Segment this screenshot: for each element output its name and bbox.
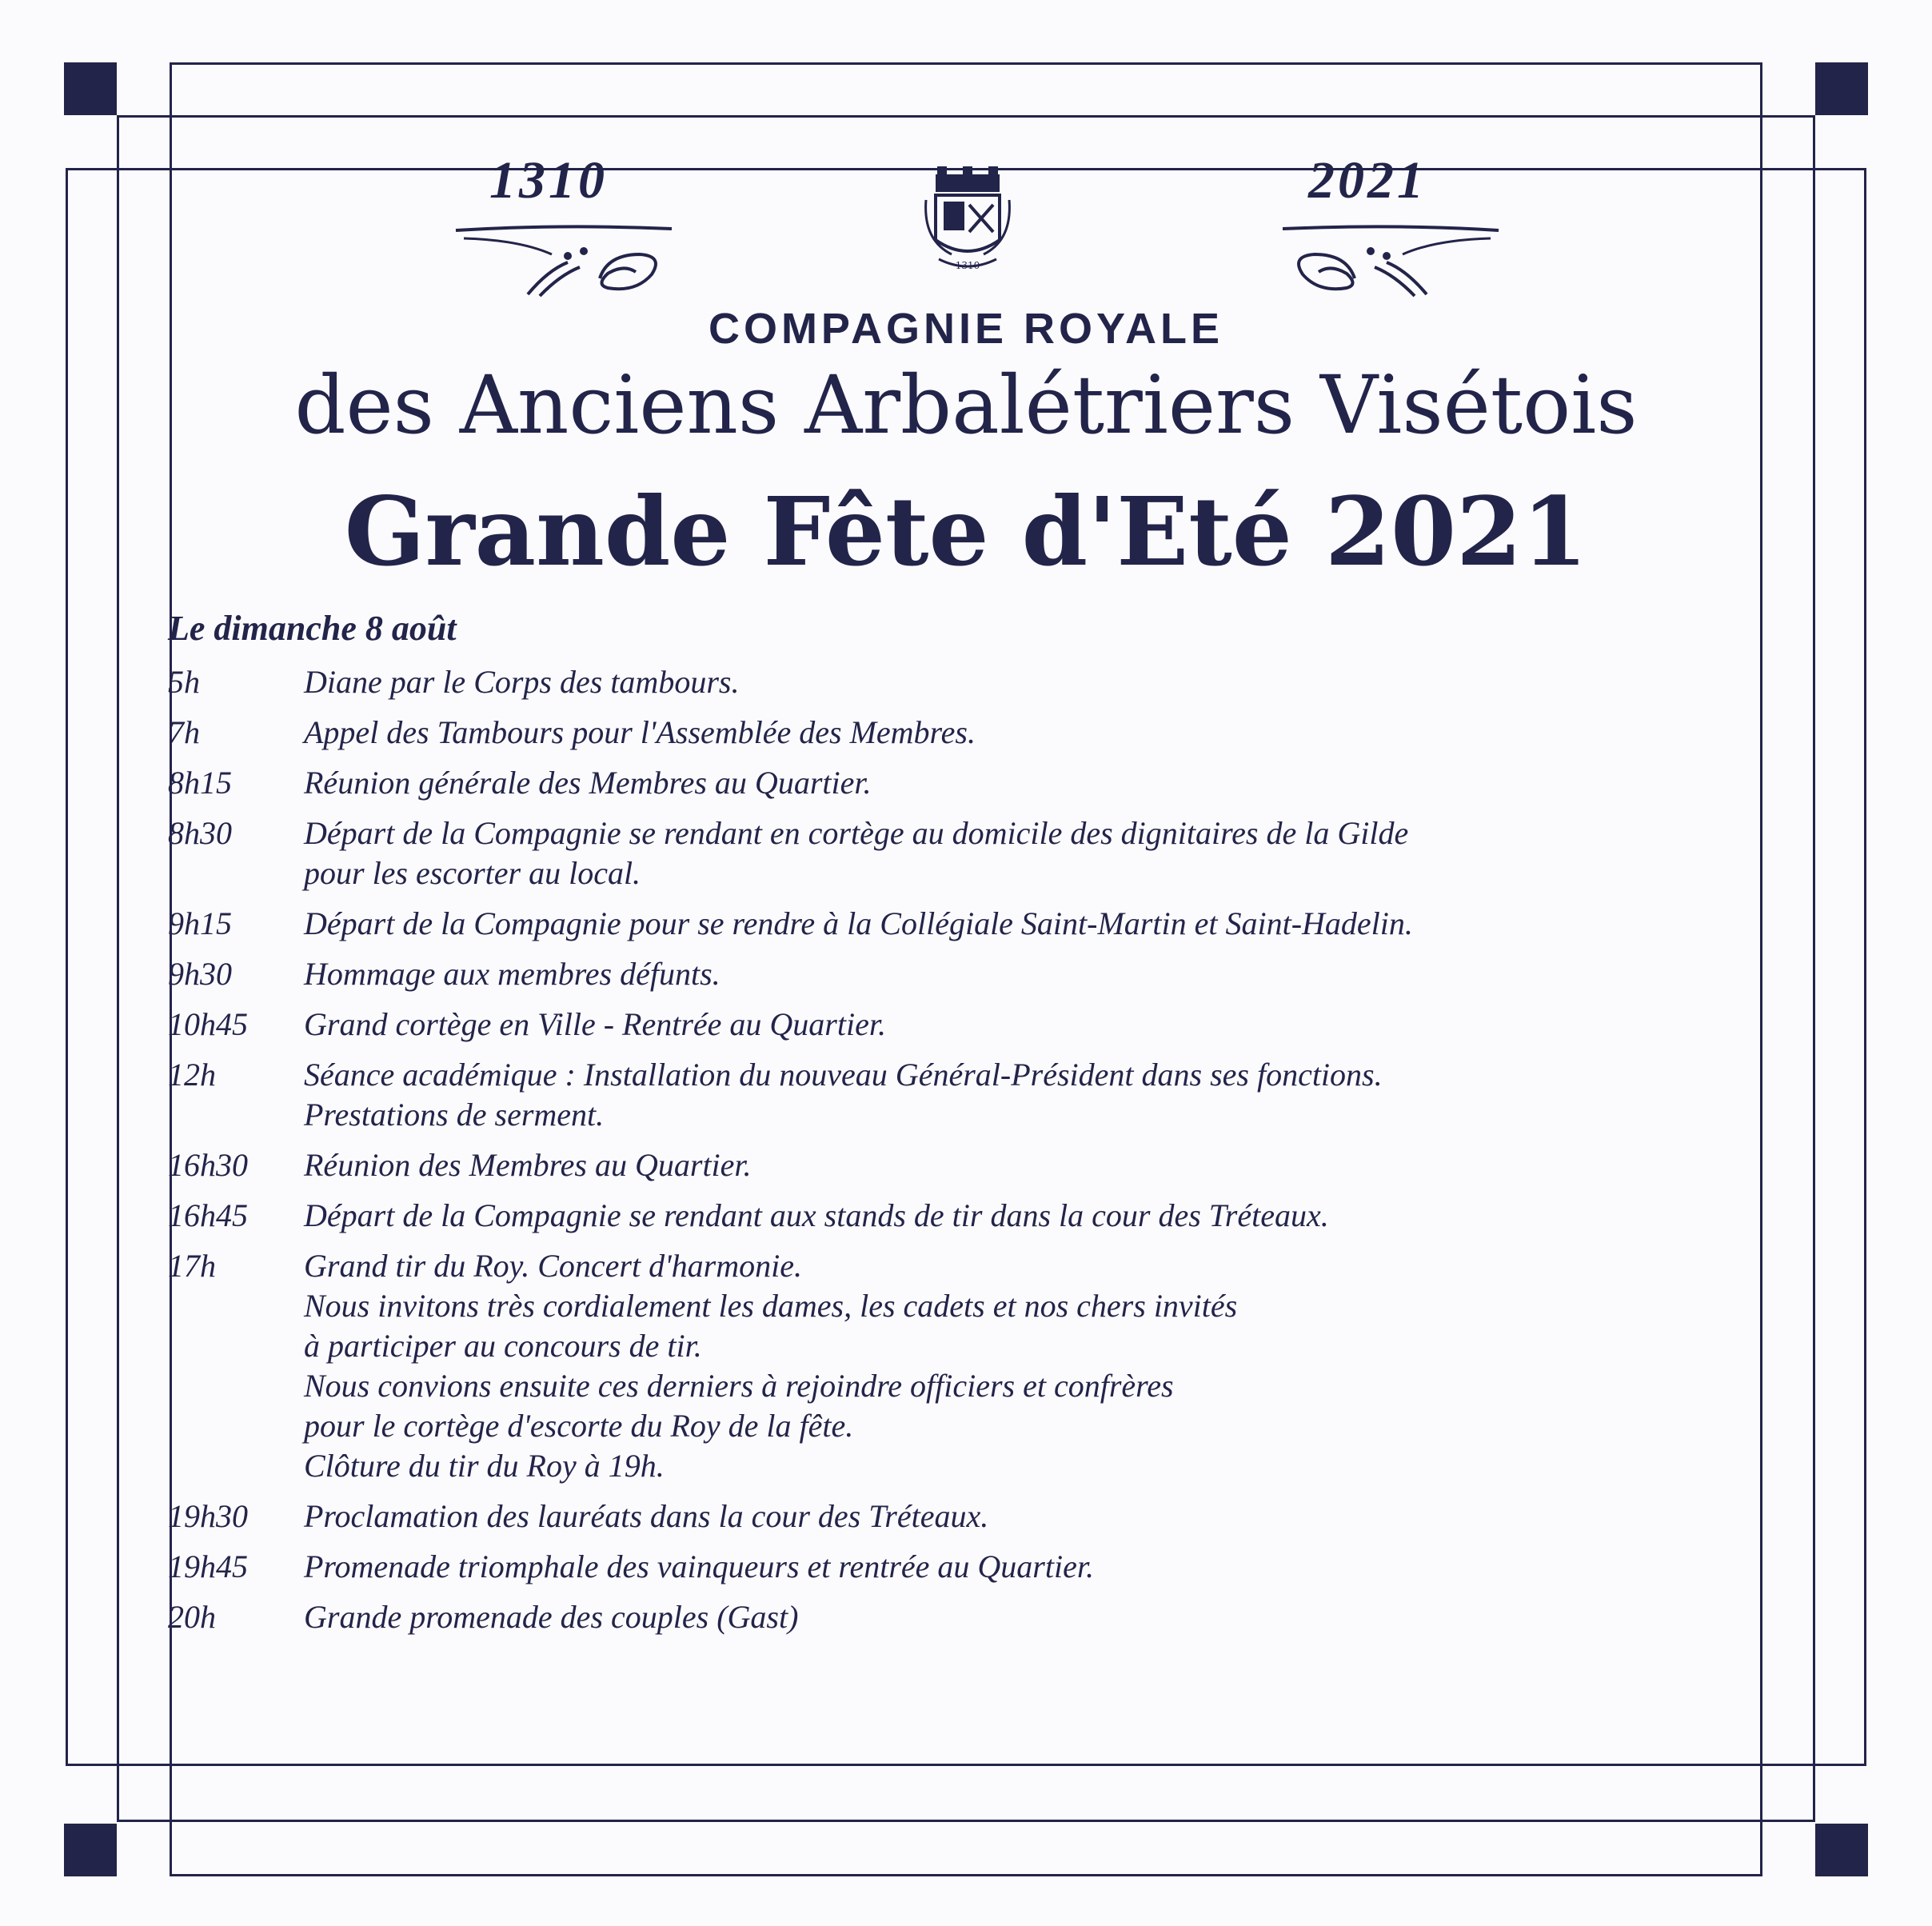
company-name-line1: COMPAGNIE ROYALE [708, 305, 1224, 353]
schedule-time: 8h30 [168, 815, 232, 851]
schedule-row [168, 904, 1727, 944]
schedule-description: Séance académique : Installation du nouveau Général-Président dans ses fonctions. Prestations de serment. [304, 1057, 1383, 1133]
schedule-row [168, 1196, 1727, 1236]
company-name-line2: des Anciens Arbalétriers Visétois [294, 358, 1638, 452]
schedule-row [168, 1145, 1727, 1185]
schedule-row [168, 1055, 1727, 1135]
schedule-row [168, 763, 1727, 803]
flourish-right-icon [1275, 222, 1507, 302]
schedule-description: Promenade triomphale des vainqueurs et rentrée au Quartier. [304, 1548, 1094, 1584]
schedule-row [168, 662, 1727, 702]
schedule-row [168, 713, 1727, 753]
schedule-time: 9h15 [168, 905, 232, 941]
schedule-row [168, 1547, 1727, 1587]
schedule-time: 20h [168, 1599, 216, 1635]
schedule-row [168, 813, 1727, 893]
schedule-row [168, 1005, 1727, 1045]
crest-emblem-icon [920, 160, 1016, 280]
schedule-time: 8h15 [168, 765, 232, 801]
schedule-time: 17h [168, 1248, 216, 1284]
year-right: 2021 [1308, 151, 1427, 210]
schedule-time: 10h45 [168, 1006, 248, 1042]
schedule-description: Grand cortège en Ville - Rentrée au Quartier. [304, 1006, 886, 1042]
schedule-row [168, 1246, 1727, 1486]
schedule-description: Réunion générale des Membres au Quartier. [304, 765, 872, 801]
schedule-description: Proclamation des lauréats dans la cour des Tréteaux. [304, 1498, 989, 1534]
schedule-description: Réunion des Membres au Quartier. [304, 1147, 752, 1183]
flourish-left-icon [448, 222, 680, 302]
frame-corner-top-left [64, 62, 117, 115]
schedule-description: Départ de la Compagnie se rendant aux stands de tir dans la cour des Tréteaux. [304, 1197, 1329, 1233]
schedule-description: Grande promenade des couples (Gast) [304, 1599, 799, 1635]
frame-corner-bottom-left [64, 1824, 117, 1876]
schedule-time: 9h30 [168, 956, 232, 992]
schedule-row [168, 1597, 1727, 1637]
schedule-time: 16h30 [168, 1147, 248, 1183]
event-title: Grande Fête d'Eté 2021 [344, 476, 1588, 587]
day-heading: Le dimanche 8 août [168, 609, 457, 648]
schedule-list [168, 662, 1727, 1648]
schedule-description: Départ de la Compagnie se rendant en cortège au domicile des dignitaires de la Gilde pour les escorter au local. [304, 815, 1409, 891]
schedule-row [168, 1496, 1727, 1536]
schedule-time: 5h [168, 664, 200, 700]
schedule-description: Hommage aux membres défunts. [304, 956, 721, 992]
frame-corner-bottom-right [1815, 1824, 1868, 1876]
schedule-time: 16h45 [168, 1197, 248, 1233]
schedule-row [168, 954, 1727, 994]
year-left: 1310 [489, 151, 608, 210]
schedule-time: 19h45 [168, 1548, 248, 1584]
schedule-description: Départ de la Compagnie pour se rendre à la Collégiale Saint-Martin et Saint-Hadelin. [304, 905, 1413, 941]
schedule-time: 12h [168, 1057, 216, 1093]
frame-corner-top-right [1815, 62, 1868, 115]
crest-year: 1310 [955, 260, 980, 271]
schedule-time: 7h [168, 714, 200, 750]
schedule-description: Diane par le Corps des tambours. [304, 664, 740, 700]
schedule-time: 19h30 [168, 1498, 248, 1534]
schedule-description: Appel des Tambours pour l'Assemblée des Membres. [304, 714, 976, 750]
schedule-description: Grand tir du Roy. Concert d'harmonie. Nous invitons très cordialement les dames, les cadets et nos chers invités à participer au concours de tir. Nous convions ensuite ces derniers à rejoindre officiers et confrères pour le cortège d'escorte du Roy de la fête. Clôture du tir du Roy à 19h. [304, 1248, 1238, 1484]
